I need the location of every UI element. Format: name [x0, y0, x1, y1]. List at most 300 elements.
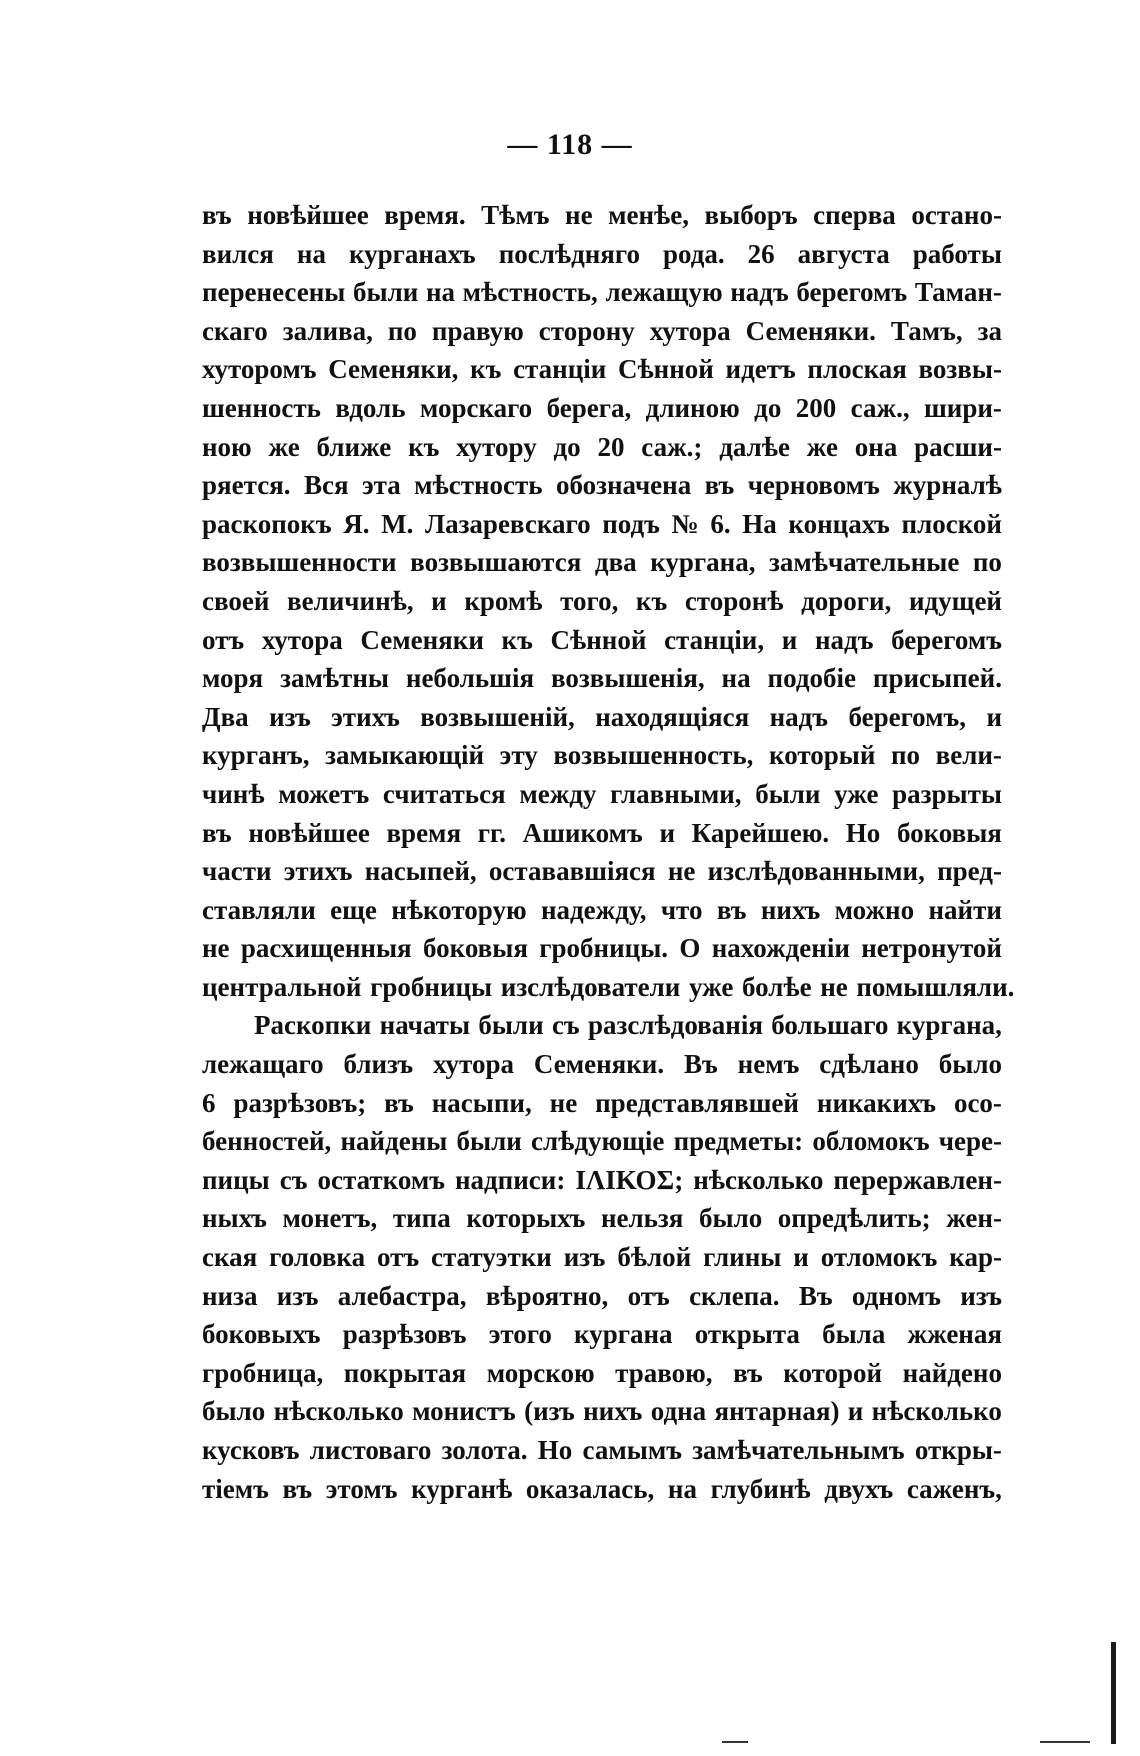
word: глины [703, 1242, 782, 1273]
word: надъ [769, 701, 829, 732]
word: Но [845, 817, 881, 848]
word: листоваго [309, 1435, 432, 1465]
word: залива, [282, 315, 373, 346]
text-line [202, 736, 1002, 775]
text-line [202, 312, 1002, 351]
word: она [854, 431, 898, 462]
word: въ [384, 1087, 414, 1118]
text-line [202, 273, 1002, 312]
word: который [769, 740, 876, 771]
word: Лазаревскаго [424, 508, 591, 539]
word: бенностей, [202, 1126, 332, 1157]
word: золота. [441, 1435, 528, 1465]
text-line [202, 1122, 1002, 1161]
text-line [202, 814, 1002, 853]
word: нихъ [583, 1396, 643, 1427]
word: разслѣдованія [588, 1010, 763, 1041]
text-line [202, 852, 1002, 891]
word: Сѣнной [550, 624, 647, 655]
word: типа [392, 1203, 451, 1234]
text-line [202, 1161, 1002, 1200]
word: нѣсколько [273, 1396, 404, 1427]
word: замыкающій [325, 740, 485, 771]
word: было [698, 1203, 763, 1234]
word: до [754, 392, 782, 423]
word: пред- [937, 856, 1002, 887]
word: вели- [935, 740, 1002, 771]
word: величинѣ, [287, 585, 414, 616]
word: журналѣ [893, 470, 1002, 501]
word: 20 [597, 431, 625, 462]
word: и [986, 701, 1002, 732]
word: которой [783, 1357, 883, 1388]
word: кургана [574, 1319, 673, 1350]
word: къ [470, 354, 502, 385]
word: двухъ [824, 1473, 894, 1504]
word: гробницы [370, 971, 493, 1002]
word: были [478, 1010, 544, 1041]
word: Тамъ, [890, 315, 963, 346]
word: надежду, [540, 894, 647, 925]
word: и [431, 585, 447, 616]
word: хутора [261, 624, 343, 655]
word: остано- [911, 200, 1002, 230]
word: на [721, 663, 751, 694]
word: опредѣлить; [777, 1203, 931, 1234]
word: возвышенія, [551, 663, 705, 694]
word: 6. [710, 508, 731, 539]
word: этихъ [331, 701, 400, 732]
word: ряется. [202, 470, 291, 501]
word: берега, [546, 392, 632, 423]
word: не [667, 856, 696, 887]
word: въ [202, 200, 232, 230]
word: на [425, 277, 455, 308]
word: изъ [563, 1242, 606, 1273]
word: курганѣ [411, 1473, 513, 1504]
word: Семеняки. [745, 315, 876, 346]
word: Сѣнной [617, 354, 714, 385]
word: въ [716, 894, 747, 925]
word: берегомъ [891, 624, 1002, 655]
word: открыта [694, 1319, 800, 1350]
word: алебастра, [337, 1280, 467, 1311]
word: августа [797, 238, 890, 269]
word: новѣйшее [247, 200, 369, 230]
word: находящіяся [595, 701, 750, 732]
word: далѣе [719, 431, 790, 462]
word: ΙΛΙΚΟΣ; [575, 1164, 684, 1195]
word: и [793, 1242, 809, 1273]
word: надъ [730, 277, 789, 308]
word: ставляли [202, 894, 316, 925]
word: оказалась, [525, 1473, 655, 1504]
text-line [202, 505, 1002, 544]
word: надъ [814, 624, 874, 655]
word: части [202, 856, 272, 887]
word: возвышеній, [420, 701, 575, 732]
word: ская [202, 1242, 258, 1273]
word: низа [202, 1280, 258, 1311]
word: тіемъ [202, 1473, 269, 1504]
word: нѣкоторую [391, 894, 527, 925]
word: хутора [649, 315, 731, 346]
word: Таман- [914, 277, 1002, 308]
word: Семеняки. [533, 1049, 665, 1080]
word: слѣдующіе [531, 1126, 665, 1157]
word: въ [733, 1357, 763, 1388]
word: того, [560, 585, 619, 616]
word: одномъ [851, 1280, 941, 1311]
word: этихъ [283, 856, 353, 887]
page-number: — 118 — [507, 128, 633, 161]
word: не [202, 933, 230, 964]
word: разрѣзовъ [342, 1319, 467, 1350]
word: хутора [433, 1049, 514, 1080]
word: лежащую [605, 277, 723, 308]
word: одна [650, 1396, 707, 1427]
word: глубинѣ [710, 1473, 811, 1504]
word: еще [330, 894, 377, 925]
word: разрыты [892, 778, 1002, 809]
text-line [202, 621, 1002, 660]
word: саженъ, [906, 1473, 1002, 1504]
word: ною [202, 431, 252, 462]
word: Но [537, 1435, 573, 1465]
word: чинѣ [202, 778, 265, 809]
word: не [820, 971, 848, 1002]
word: немъ [737, 1049, 800, 1080]
word: не [565, 200, 593, 230]
word: 26 [747, 238, 775, 269]
text-line [202, 428, 1002, 467]
word: изслѣдованными, [707, 856, 925, 887]
word: была [822, 1319, 886, 1350]
word: отъ [627, 1280, 670, 1311]
word: главными, [610, 778, 742, 809]
word: дороги, [801, 585, 892, 616]
word: берегомъ [796, 277, 908, 308]
word: сторонѣ [684, 585, 784, 616]
word: нихъ [760, 894, 821, 925]
word: ныхъ [202, 1203, 267, 1234]
word: берегомъ, [848, 701, 967, 732]
word: кар- [949, 1242, 1002, 1273]
word: остававшіяся [488, 856, 656, 887]
word: на [667, 1473, 697, 1504]
word: менѣе, [608, 200, 689, 230]
word: были [353, 277, 419, 308]
word: было [202, 1396, 266, 1427]
word: хуторомъ [202, 354, 317, 385]
word: длиною [645, 392, 740, 423]
word: ближе [316, 431, 392, 462]
word: мѣстность [414, 470, 543, 501]
word: Въ [684, 1049, 718, 1080]
word: 6 [202, 1087, 216, 1118]
word: моря [202, 663, 264, 694]
text-line [202, 389, 1002, 428]
word: кургана, [896, 1010, 1002, 1041]
word: осо- [953, 1087, 1002, 1118]
word: вился [202, 238, 274, 269]
word: (изъ [524, 1396, 575, 1427]
word: работы [912, 238, 1002, 269]
word: помышляли. [856, 971, 1015, 1002]
word: начаты [379, 1010, 471, 1041]
word: покрытая [343, 1357, 467, 1388]
word: которыхъ [466, 1203, 586, 1234]
word: уже [688, 971, 734, 1002]
word: представлявшей [595, 1087, 799, 1118]
word: самымъ [582, 1435, 682, 1465]
word: сперва [813, 200, 896, 230]
word: нѣсколько [871, 1396, 1002, 1427]
word: между [519, 778, 597, 809]
word: изъ [960, 1280, 1002, 1311]
word: станціи [513, 354, 607, 385]
word: можетъ [278, 778, 370, 809]
word: были [755, 778, 821, 809]
word: этого [488, 1319, 552, 1350]
word: Семеняки, [328, 354, 459, 385]
word: съ [551, 1010, 580, 1041]
word: боковыя [422, 933, 528, 964]
scan-foot-mark [722, 1741, 748, 1743]
text-line [202, 1392, 1002, 1431]
word: нельзя [600, 1203, 684, 1234]
paragraph-1 [202, 196, 1015, 1006]
word: замѣчательные [769, 547, 960, 578]
word: черновомъ [747, 470, 880, 501]
word: и [659, 817, 675, 848]
word: 200 [795, 392, 837, 423]
word: правую [431, 315, 524, 346]
word: время [386, 817, 462, 848]
word: изслѣдователи [500, 971, 681, 1002]
word: морскаго [419, 392, 533, 423]
text-line [202, 543, 1002, 582]
word: сдѣлано [819, 1049, 919, 1080]
word: надписи: [454, 1164, 566, 1195]
word: перержавлен- [833, 1164, 1002, 1195]
word: идетъ [725, 354, 796, 385]
word: разрѣзовъ; [233, 1087, 367, 1118]
word: На [742, 508, 777, 539]
word: курганъ, [202, 740, 310, 771]
text-line [202, 1084, 1002, 1123]
word: по [387, 315, 417, 346]
word: можно [834, 894, 915, 925]
word: расши- [914, 431, 1002, 462]
word: возвышенности [202, 547, 397, 578]
word: время. [384, 200, 466, 230]
word: по [891, 740, 921, 771]
word: рода. [663, 238, 725, 269]
word: кусковъ [202, 1435, 300, 1465]
text-line [202, 1199, 1002, 1238]
word: возвышенность, [553, 740, 754, 771]
word: Ашикомъ [522, 817, 643, 848]
word: насыпей, [364, 856, 477, 887]
word: кургана, [650, 547, 756, 578]
word: морскою [486, 1357, 595, 1388]
word: нѣсколько [693, 1164, 824, 1195]
word: въ [282, 1473, 313, 1504]
text-line [202, 891, 1002, 930]
word: и [847, 1396, 864, 1427]
word: не [549, 1087, 578, 1118]
word: бѣлой [617, 1242, 692, 1273]
word: послѣдняго [498, 238, 640, 269]
word: боковыя [896, 817, 1002, 848]
word: и [781, 624, 798, 655]
text-line [202, 1045, 1002, 1084]
word: за [977, 315, 1002, 346]
word: считаться [382, 778, 506, 809]
word: курганахъ [348, 238, 476, 269]
word: эту [499, 740, 538, 771]
word: вѣроятно, [485, 1280, 609, 1311]
text-line [202, 1431, 1002, 1470]
word: расхищенныя [240, 933, 412, 964]
word: на [296, 238, 326, 269]
word: къ [501, 624, 533, 655]
word: Два [202, 701, 249, 732]
word: шенность [202, 392, 321, 423]
text-line [202, 1238, 1002, 1277]
word: Въ [798, 1280, 833, 1311]
word: Тѣмъ [481, 200, 550, 230]
text-line [202, 698, 1002, 737]
word: шири- [924, 392, 1002, 423]
word: болѣе [741, 971, 812, 1002]
word: своей [202, 585, 270, 616]
word: присыпей. [872, 663, 1002, 694]
text-line [202, 659, 1002, 698]
word: № [671, 508, 699, 539]
word: новѣйшее [248, 817, 370, 848]
word: отъ [376, 1242, 420, 1273]
word: были [456, 1126, 522, 1157]
word: отъ [202, 624, 245, 655]
word: сторону [538, 315, 635, 346]
word: жен- [946, 1203, 1002, 1234]
word: найдено [902, 1357, 1002, 1388]
word: плоская [807, 354, 907, 385]
word: обломокъ [812, 1126, 930, 1157]
word: въ [704, 470, 735, 501]
word: къ [635, 585, 668, 616]
word: подъ [602, 508, 660, 539]
text-line [202, 582, 1002, 621]
word: нахожденіи [711, 933, 850, 964]
word: монистъ [412, 1396, 516, 1427]
word: жженая [907, 1319, 1002, 1350]
word: изъ [276, 1280, 319, 1311]
word: нетронутой [861, 933, 1002, 964]
word: гробница, [202, 1357, 324, 1388]
word: найти [928, 894, 1002, 925]
word: хутору [456, 431, 537, 462]
word: Раскопки [254, 1010, 372, 1041]
word: янтарная) [714, 1396, 840, 1427]
text-line [202, 1277, 1002, 1316]
text-line [202, 196, 1002, 235]
word: статуэтки [431, 1242, 552, 1273]
word: насыпи, [431, 1087, 532, 1118]
word: два [594, 547, 637, 578]
word: травою, [615, 1357, 713, 1388]
word: предметы: [673, 1126, 804, 1157]
text-line [202, 1470, 1002, 1509]
word: никакихъ [816, 1087, 936, 1118]
scan-edge-mark [1111, 1642, 1116, 1744]
word: монетъ, [282, 1203, 378, 1234]
word: головка [269, 1242, 366, 1273]
text-line [202, 466, 1002, 505]
word: О [679, 933, 701, 964]
word: М. [381, 508, 414, 539]
word: большаго [771, 1010, 889, 1041]
word: лежащаго [202, 1049, 324, 1080]
word: Карейшею. [691, 817, 830, 848]
word: Семеняки [360, 624, 484, 655]
word: отломокъ [820, 1242, 938, 1273]
word: выборъ [704, 200, 798, 230]
word: изъ [269, 701, 311, 732]
word: найдены [340, 1126, 448, 1157]
word: эта [361, 470, 401, 501]
word: было [938, 1049, 1002, 1080]
word: чере- [938, 1126, 1002, 1157]
word: концахъ [788, 508, 890, 539]
text-line [202, 1354, 1002, 1393]
word: кромѣ [464, 585, 543, 616]
word: же [268, 431, 300, 462]
text-line [202, 235, 1002, 274]
word: замѣчательнымъ [692, 1435, 905, 1465]
word: Я. [343, 508, 370, 539]
text-line [202, 1006, 1002, 1045]
word: мѣстность, [462, 277, 598, 308]
word: небольшія [405, 663, 535, 694]
body-text [202, 196, 1015, 1508]
word: подобіе [767, 663, 856, 694]
text-line [202, 1315, 1002, 1354]
scan-foot-mark [1040, 1741, 1090, 1743]
word: близъ [343, 1049, 414, 1080]
word: Вся [303, 470, 349, 501]
word: же [806, 431, 838, 462]
word: этомъ [325, 1473, 398, 1504]
word: вдоль [335, 392, 406, 423]
paragraph-2 [202, 1006, 1002, 1508]
word: саж., [850, 392, 910, 423]
word: откры- [914, 1435, 1002, 1465]
word: въ [202, 817, 232, 848]
word: остаткомъ [317, 1164, 445, 1195]
word: скаго [202, 315, 268, 346]
text-line [202, 350, 1002, 389]
word: уже [834, 778, 879, 809]
word: возвы- [918, 354, 1002, 385]
word: что [660, 894, 703, 925]
word: возвышаются [410, 547, 582, 578]
word: боковыхъ [202, 1319, 321, 1350]
word: гробницы. [539, 933, 669, 964]
word: гг. [477, 817, 506, 848]
